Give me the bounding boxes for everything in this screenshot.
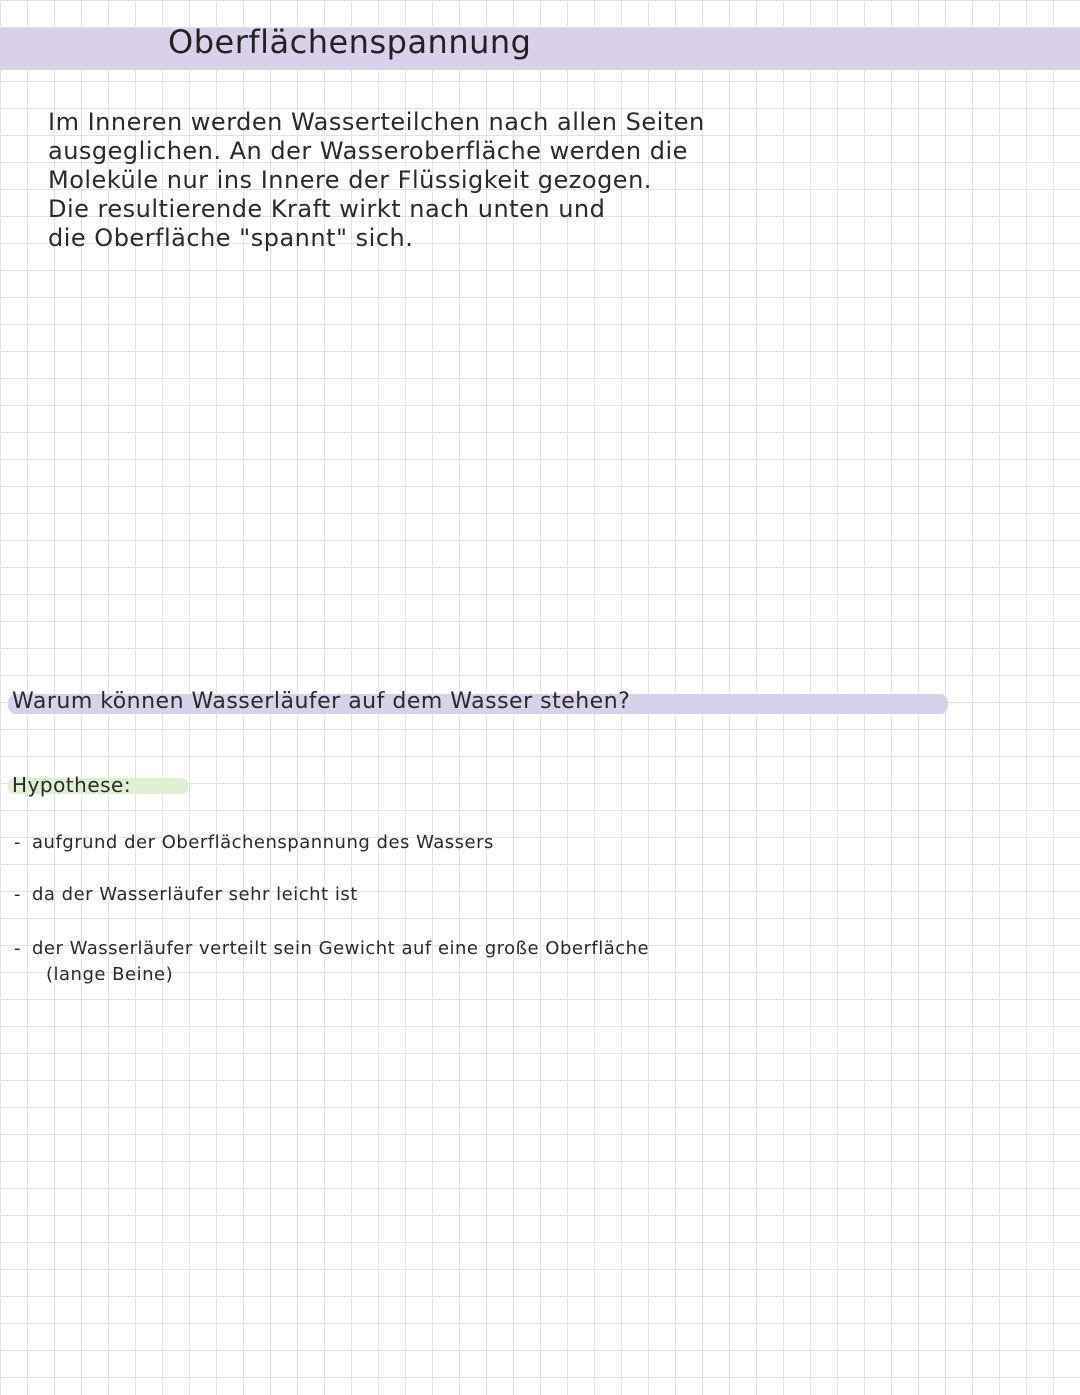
question-heading: Warum können Wasserläufer auf dem Wasser stehen? [12,689,631,714]
paragraph-line: Moleküle nur ins Innere der Flüssigkeit gezogen. [48,166,652,194]
hypothesis-label: Hypothese: [12,773,132,797]
list-item [14,882,358,908]
bullet-dash: - [14,938,21,959]
bullet-text: da der Wasserläufer sehr leicht ist [32,884,358,905]
list-item [14,936,649,962]
page-title: Oberflächenspannung [168,23,532,61]
paragraph-line: ausgeglichen. An der Wasseroberfläche werden die [48,137,688,165]
paragraph-line: Im Inneren werden Wasserteilchen nach allen Seiten [48,108,705,136]
bullet-text: der Wasserläufer verteilt sein Gewicht auf eine große Oberfläche [32,938,650,959]
bullet-text: aufgrund der Oberflächenspannung des Wassers [32,832,494,853]
bullet-dash: - [14,832,21,853]
bullet-dash: - [14,884,21,905]
paragraph-line: die Oberfläche "spannt" sich. [48,224,414,252]
paragraph-line: Die resultierende Kraft wirkt nach unten und [48,195,606,223]
bullet-continuation: (lange Beine) [46,964,174,985]
list-item [14,830,494,856]
title-highlight [0,28,1080,70]
intro-paragraph [48,108,1038,253]
